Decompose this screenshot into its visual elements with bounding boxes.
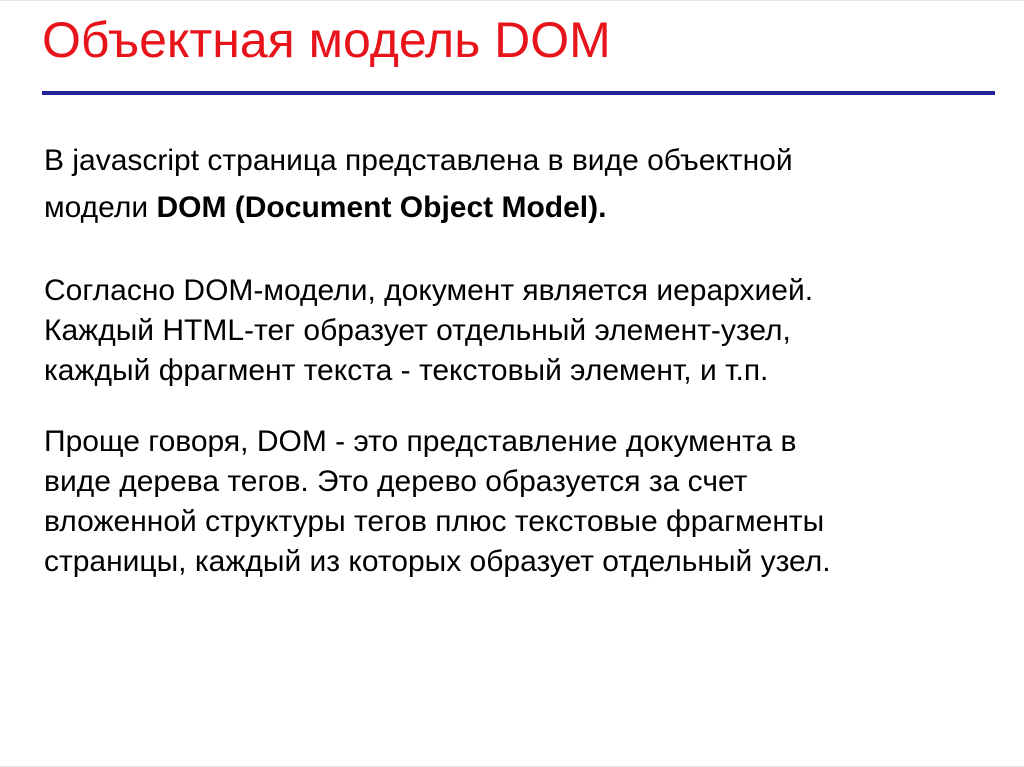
paragraph-line: страницы, каждый из которых образует отдельный узел. [44,545,831,578]
dom-definition-bold: DOM (Document Object Model). [156,191,607,224]
paragraph-dom-hierarchy [44,271,1004,391]
paragraph-line: Согласно DOM-модели, документ является иерархией. [44,274,814,307]
slide-title: Объектная модель DOM [42,12,611,68]
line-text: модели [44,191,157,224]
title-underline [42,91,995,95]
paragraph-line: В javascript страница представлена в виде объектной [44,144,793,177]
paragraph-dom-intro [44,137,1004,231]
paragraph-line: каждый фрагмент текста - текстовый элемент, и т.п. [44,354,769,387]
paragraph-line: вложенной структуры тегов плюс текстовые фрагменты [44,505,825,538]
slide-body [44,137,1004,582]
paragraph-line [44,184,1004,231]
paragraph-line: Каждый HTML-тег образует отдельный элемент-узел, [44,314,791,347]
paragraph-line: Проще говоря, DOM - это представление документа в [44,425,797,458]
paragraph-dom-tree [44,422,1004,582]
paragraph-line: виде дерева тегов. Это дерево образуется за счет [44,465,748,498]
